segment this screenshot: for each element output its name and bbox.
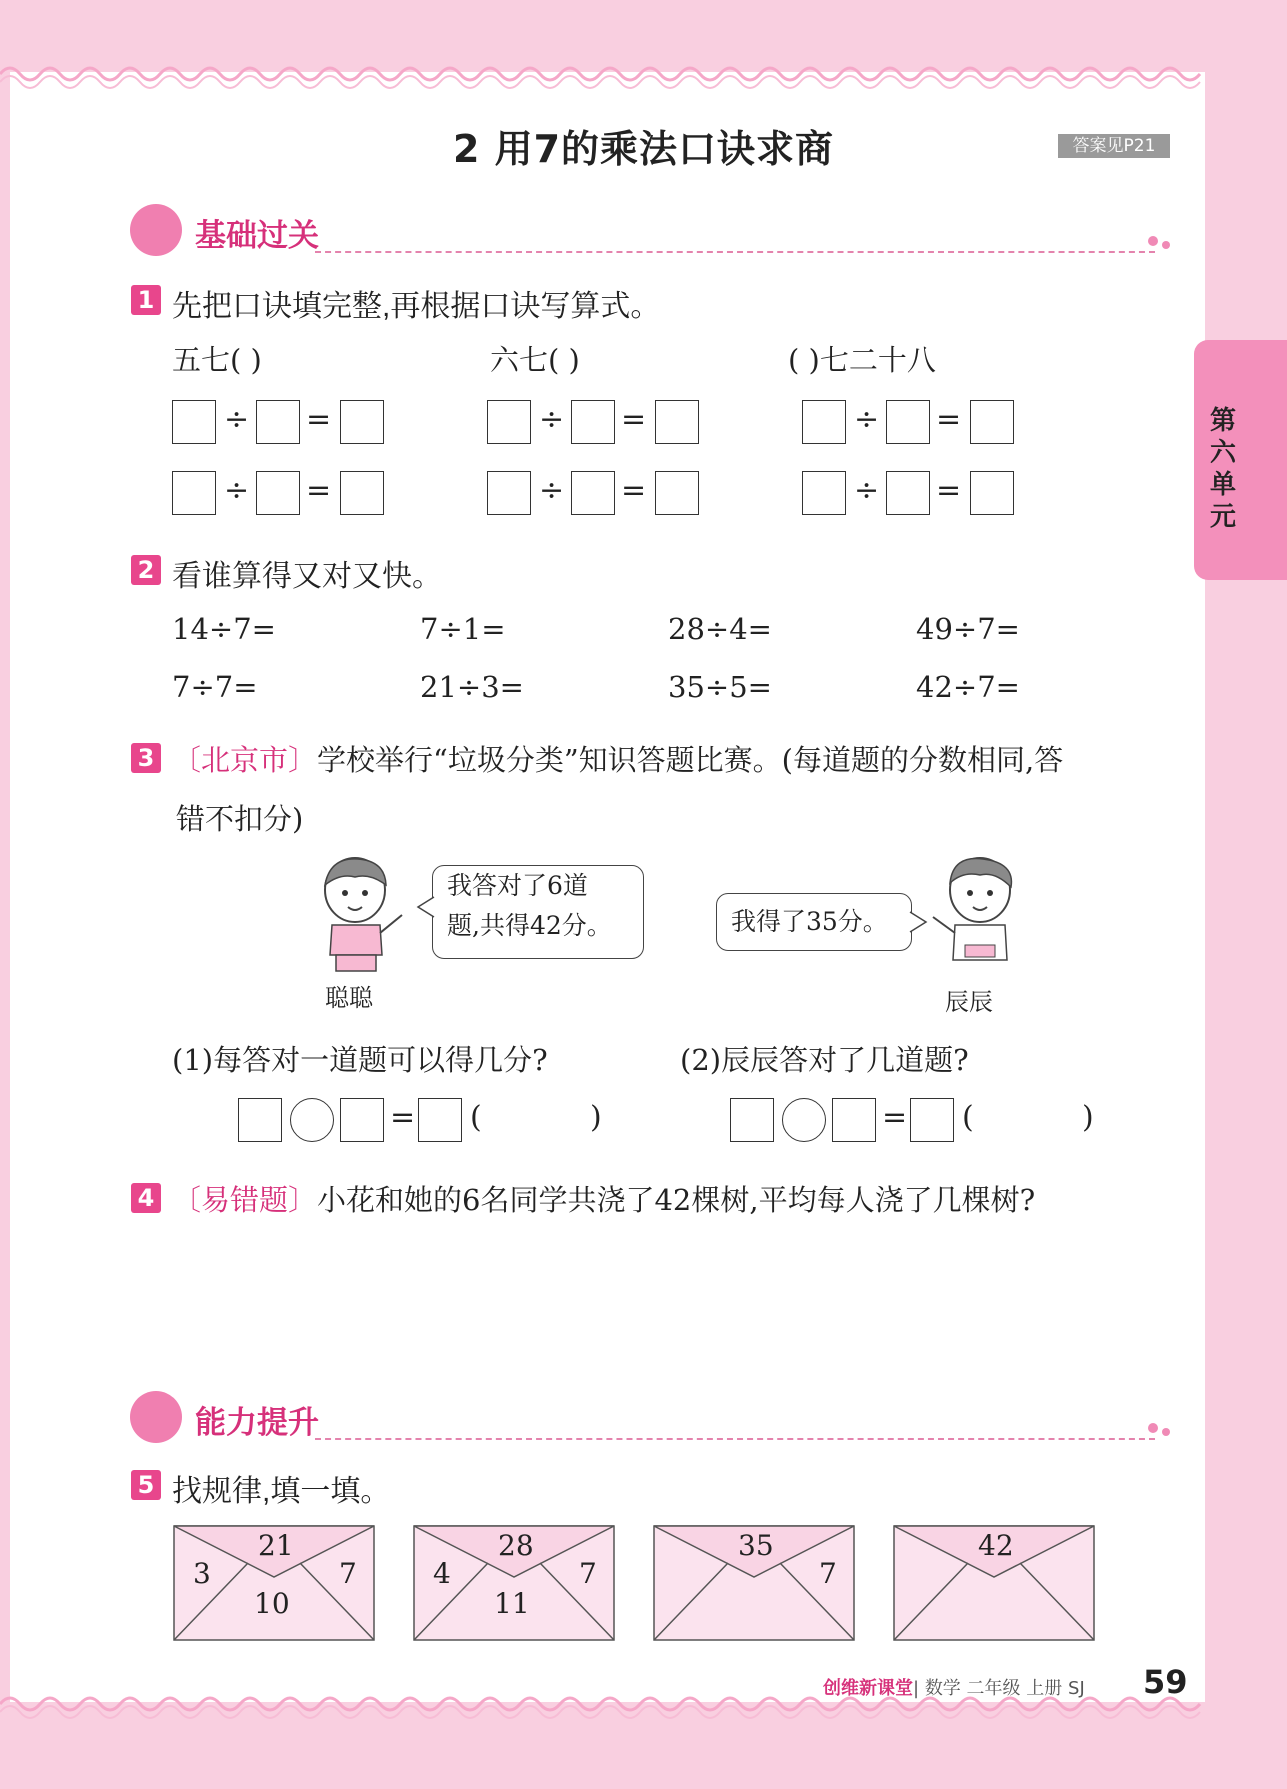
- equals-sign: =: [621, 473, 647, 508]
- unit-paren-close: ): [1082, 1100, 1094, 1135]
- divide-sign: ÷: [224, 402, 250, 437]
- section-heading-advanced: 能力提升: [195, 1405, 319, 1441]
- calc-item: 28÷4=: [668, 612, 772, 646]
- answer-reference-badge: 答案见P21: [1058, 134, 1170, 158]
- question-number-4: 4: [131, 1183, 161, 1213]
- envelope-number-top: 28: [498, 1529, 534, 1562]
- envelope-number-right: 7: [819, 1557, 837, 1590]
- speech-bubble-left-line1: 我答对了6道: [447, 871, 588, 900]
- top-wave-border: [0, 52, 1287, 92]
- question-1-text: 先把口诀填完整,再根据口诀写算式。: [172, 290, 661, 323]
- answer-box[interactable]: [172, 471, 216, 515]
- answer-box[interactable]: [487, 471, 531, 515]
- envelope-number-top: 21: [258, 1529, 294, 1562]
- speech-bubble-right: 我得了35分。: [716, 893, 912, 951]
- equals-sign: =: [936, 402, 962, 437]
- question-3-sub2: (2)辰辰答对了几道题?: [680, 1043, 969, 1077]
- divide-sign: ÷: [854, 473, 880, 508]
- answer-box[interactable]: [418, 1098, 462, 1142]
- answer-box[interactable]: [238, 1098, 282, 1142]
- calc-item: 7÷7=: [172, 670, 258, 704]
- calc-item: 14÷7=: [172, 612, 276, 646]
- calc-item: 21÷3=: [420, 670, 524, 704]
- unit-paren-open: (: [470, 1100, 482, 1135]
- question-4-line: [172, 1178, 1035, 1219]
- operator-circle[interactable]: [782, 1098, 826, 1142]
- rhyme-3: ( )七二十八: [788, 343, 936, 377]
- calc-item: 42÷7=: [916, 670, 1020, 704]
- equals-sign: =: [306, 402, 332, 437]
- answer-box[interactable]: [571, 471, 615, 515]
- unit-paren-close: ): [590, 1100, 602, 1135]
- basic-section-mascot-icon: [130, 204, 182, 256]
- calc-item: 35÷5=: [668, 670, 772, 704]
- section-heading-basic: 基础过关: [195, 218, 319, 254]
- calc-item: 7÷1=: [420, 612, 506, 646]
- unit-side-tab-label: 第六单元: [1209, 406, 1236, 532]
- answer-box[interactable]: [340, 471, 384, 515]
- equals-sign: =: [882, 1100, 908, 1135]
- envelope-number-top: 42: [978, 1529, 1014, 1562]
- child-name-left: 聪聪: [325, 984, 373, 1012]
- section-dot-icon: [1162, 241, 1170, 249]
- question-4-tag: 〔易错题〕: [172, 1183, 318, 1217]
- speech-bubble-left-line2: 题,共得42分。: [447, 911, 612, 940]
- question-number-3: 3: [131, 743, 161, 773]
- speech-bubble-left: [432, 865, 644, 959]
- section-dot-icon: [1162, 1428, 1170, 1436]
- answer-box[interactable]: [802, 400, 846, 444]
- answer-box[interactable]: [832, 1098, 876, 1142]
- question-3-source-tag: 〔北京市〕: [172, 743, 318, 777]
- envelope-number-bottom: 10: [254, 1587, 290, 1620]
- child-name-right: 辰辰: [945, 988, 993, 1016]
- answer-box[interactable]: [571, 400, 615, 444]
- equals-sign: =: [306, 473, 332, 508]
- equals-sign: =: [936, 473, 962, 508]
- section-divider-basic: [315, 251, 1155, 253]
- envelope-number-right: 7: [339, 1557, 357, 1590]
- answer-box[interactable]: [340, 400, 384, 444]
- envelope-number-left: 4: [433, 1557, 451, 1590]
- page-number: 59: [1143, 1663, 1188, 1701]
- answer-box[interactable]: [886, 471, 930, 515]
- answer-box[interactable]: [172, 400, 216, 444]
- calc-item: 49÷7=: [916, 612, 1020, 646]
- divide-sign: ÷: [224, 473, 250, 508]
- answer-box[interactable]: [655, 400, 699, 444]
- question-2-text: 看谁算得又对又快。: [172, 560, 442, 593]
- section-dot-icon: [1148, 236, 1158, 246]
- divide-sign: ÷: [539, 473, 565, 508]
- envelope-number-left: 3: [193, 1557, 211, 1590]
- footer-edition: SJ: [1068, 1678, 1085, 1699]
- envelope-number-top: 35: [738, 1529, 774, 1562]
- child-congcong-illustration: [310, 855, 410, 975]
- footer-book-info: [823, 1674, 1085, 1700]
- footer-subject: 数学: [924, 1678, 961, 1699]
- answer-box[interactable]: [886, 400, 930, 444]
- question-number-2: 2: [131, 555, 161, 585]
- equals-sign: =: [390, 1100, 416, 1135]
- answer-box[interactable]: [730, 1098, 774, 1142]
- advanced-section-mascot-icon: [130, 1391, 182, 1443]
- question-number-1: 1: [131, 285, 161, 315]
- equals-sign: =: [621, 402, 647, 437]
- answer-box[interactable]: [256, 400, 300, 444]
- question-5-text: 找规律,填一填。: [172, 1475, 391, 1508]
- operator-circle[interactable]: [290, 1098, 334, 1142]
- footer-volume: 上册: [1026, 1678, 1063, 1699]
- rhyme-2: 六七( ): [490, 343, 580, 377]
- divide-sign: ÷: [539, 402, 565, 437]
- question-3-text: 学校举行“垃圾分类”知识答题比赛。(每道题的分数相同,答: [317, 743, 1064, 777]
- section-dot-icon: [1148, 1423, 1158, 1433]
- answer-box[interactable]: [655, 471, 699, 515]
- envelope-number-right: 7: [579, 1557, 597, 1590]
- footer-grade: 二年级: [966, 1678, 1021, 1699]
- answer-box[interactable]: [910, 1098, 954, 1142]
- speech-bubble-left-tail: [416, 895, 436, 919]
- child-chenchen-illustration: [925, 855, 1025, 980]
- footer-separator: |: [913, 1678, 920, 1699]
- rhyme-1: 五七( ): [172, 343, 262, 377]
- unit-paren-open: (: [962, 1100, 974, 1135]
- divide-sign: ÷: [854, 402, 880, 437]
- answer-box[interactable]: [970, 400, 1014, 444]
- bottom-wave-border: [0, 1690, 1287, 1730]
- question-3-sub1: (1)每答对一道题可以得几分?: [172, 1043, 548, 1077]
- answer-box[interactable]: [256, 471, 300, 515]
- answer-box[interactable]: [487, 400, 531, 444]
- page-title: 2 用7的乘法口诀求商: [452, 127, 835, 171]
- question-3-text-line1: [172, 738, 1063, 779]
- envelope-number-bottom: 11: [494, 1587, 530, 1620]
- question-3-text-line2: 错不扣分): [176, 802, 304, 836]
- section-divider-advanced: [315, 1438, 1155, 1440]
- question-number-5: 5: [131, 1470, 161, 1500]
- footer-brand: 创维新课堂: [823, 1678, 913, 1699]
- question-4-text: 小花和她的6名同学共浇了42棵树,平均每人浇了几棵树?: [317, 1183, 1036, 1217]
- answer-box[interactable]: [340, 1098, 384, 1142]
- answer-box[interactable]: [970, 471, 1014, 515]
- answer-box[interactable]: [802, 471, 846, 515]
